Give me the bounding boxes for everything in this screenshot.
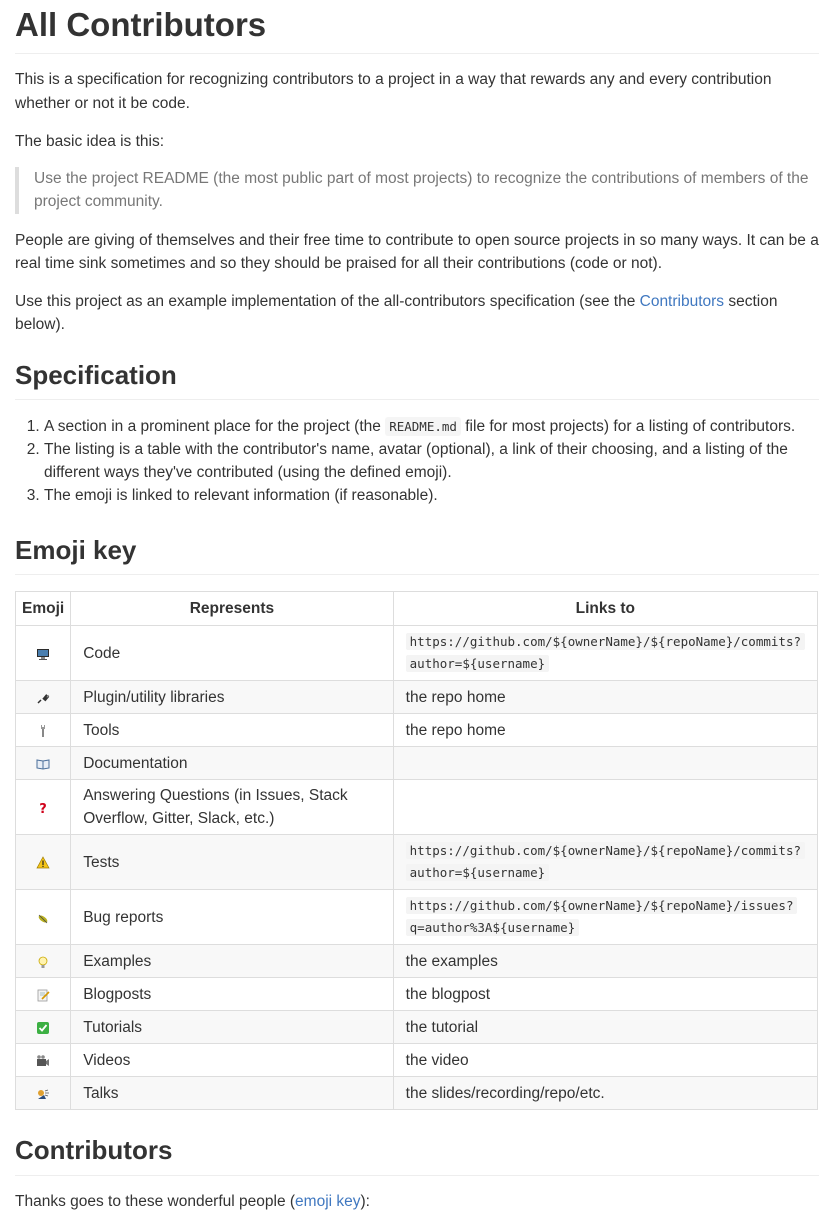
table-row <box>16 1077 818 1110</box>
wrench-icon <box>36 724 50 738</box>
represents-cell: Code <box>71 626 393 681</box>
header-links: Links to <box>393 592 817 626</box>
table-row <box>16 1044 818 1077</box>
spec-item1-text: A section in a prominent place for the project (the <box>44 418 386 435</box>
video-icon <box>36 1054 50 1068</box>
contributors-link[interactable]: Contributors <box>639 293 725 310</box>
represents-cell: Bug reports <box>71 890 393 945</box>
list-item: 3. The emoji is linked to relevant information (if reasonable). <box>44 485 819 508</box>
links-cell: the blogpost <box>393 978 817 1011</box>
represents-cell: Videos <box>71 1044 393 1077</box>
svg-text:?: ? <box>39 801 47 815</box>
table-row <box>16 835 818 890</box>
represents-line: Overflow, Gitter, Slack, etc.) <box>83 810 275 828</box>
emoji-key-table <box>15 591 818 1110</box>
links-cell <box>393 747 817 780</box>
contributors-heading: Contributors <box>15 1134 819 1176</box>
links-cell: the slides/recording/repo/etc. <box>393 1077 817 1110</box>
table-row <box>16 626 818 681</box>
intro-paragraph: This is a specification for recognizing contributors to a project in a way that rewards any and every contribution whether or not it be code. <box>15 71 772 112</box>
plug-icon <box>36 691 50 705</box>
table-row <box>16 714 818 747</box>
links-cell: the repo home <box>393 681 817 714</box>
links-cell: the video <box>393 1044 817 1077</box>
use-paragraph <box>15 290 819 337</box>
table-row <box>16 780 818 835</box>
bulb-icon <box>36 955 50 969</box>
links-cell: the examples <box>393 945 817 978</box>
represents-line: Answering Questions (in Issues, Stack <box>83 787 348 804</box>
check-icon <box>36 1021 50 1035</box>
computer-icon <box>36 647 50 661</box>
list-item: 2. The listing is a table with the contributor's name, avatar (optional), a link of their choosing, and a listing of the different ways they've contributed (using the defined emoji). <box>44 439 819 485</box>
link-code-line: author=${username} <box>406 864 549 881</box>
question-icon <box>36 801 50 815</box>
link-code-line: https://github.com/${ownerName}/${repoName}/commits? <box>406 842 805 859</box>
represents-cell: Tests <box>71 835 393 890</box>
represents-cell: Documentation <box>71 747 393 780</box>
table-header-row <box>16 592 818 626</box>
thanks-text-before: Thanks goes to these wonderful people ( <box>15 1192 296 1210</box>
use-text-before: Use this project as an example implementation of the all-contributors specification (see the <box>15 293 640 310</box>
links-cell <box>393 780 817 835</box>
represents-cell: Examples <box>71 945 393 978</box>
link-code-line: author=${username} <box>406 655 549 672</box>
links-cell <box>393 890 817 945</box>
represents-cell: Plugin/utility libraries <box>71 681 393 714</box>
speaking-icon <box>36 1087 50 1101</box>
idea-blockquote <box>15 167 819 214</box>
links-cell: the repo home <box>393 714 817 747</box>
link-code-line: q=author%3A${username} <box>406 919 580 936</box>
memo-icon <box>36 988 50 1002</box>
list-item <box>44 416 819 439</box>
table-row <box>16 890 818 945</box>
represents-cell: Tutorials <box>71 1011 393 1044</box>
readme-code: README.md <box>385 417 461 436</box>
use-text-after: section below). <box>15 293 778 334</box>
links-cell <box>393 835 817 890</box>
thanks-text-after: ): <box>360 1192 370 1210</box>
blockquote-text: Use the project README (the most public part of most projects) to recognize the contributions of members of the project community. <box>34 170 809 211</box>
links-cell: the tutorial <box>393 1011 817 1044</box>
link-code-line: https://github.com/${ownerName}/${repoName}/commits? <box>406 633 805 650</box>
specification-heading: Specification <box>15 359 819 401</box>
book-icon <box>36 757 50 771</box>
links-cell <box>393 626 817 681</box>
table-row <box>16 978 818 1011</box>
table-row <box>16 681 818 714</box>
thanks-paragraph <box>15 1190 819 1213</box>
represents-cell: Talks <box>71 1077 393 1110</box>
page-title: All Contributors <box>15 0 819 54</box>
spec-item1-text-after: file for most projects) for a listing of contributors. <box>460 418 796 435</box>
table-row <box>16 747 818 780</box>
bug-icon <box>36 911 50 925</box>
warning-icon <box>36 856 50 870</box>
people-paragraph: People are giving of themselves and their free time to contribute to open source projects in so many ways. It can be a real time sink sometimes and so they should be praised for all their contributions (code or not). <box>15 231 819 272</box>
specification-list <box>15 416 819 508</box>
represents-cell: Tools <box>71 714 393 747</box>
represents-cell: Blogposts <box>71 978 393 1011</box>
link-code-line: https://github.com/${ownerName}/${repoName}/issues? <box>406 897 798 914</box>
header-emoji: Emoji <box>16 592 71 626</box>
table-row <box>16 1011 818 1044</box>
represents-cell <box>71 780 393 835</box>
header-represents: Represents <box>71 592 393 626</box>
table-row <box>16 945 818 978</box>
emoji-key-link[interactable]: emoji key <box>295 1192 361 1210</box>
emoji-key-heading: Emoji key <box>15 534 819 576</box>
basic-idea-paragraph: The basic idea is this: <box>15 132 165 150</box>
